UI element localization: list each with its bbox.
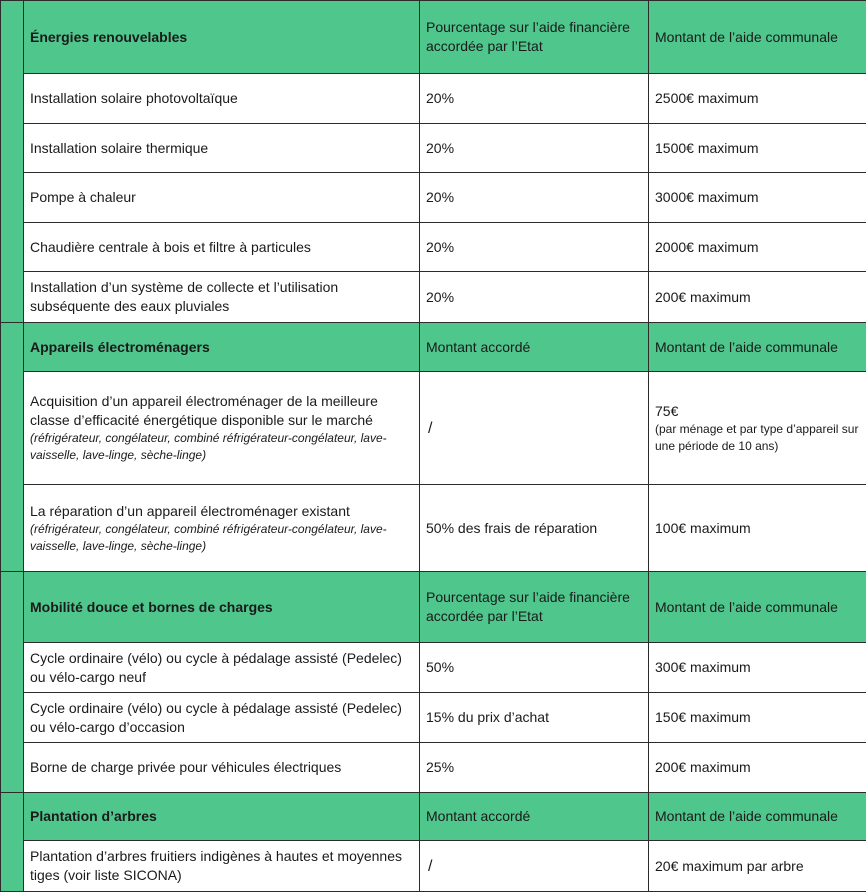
row-amount: 300€ maximum [649,643,866,693]
section-header-appliances [1,323,866,372]
table-row [1,693,866,743]
row-examples: (réfrigérateur, congélateur, combiné réfrigérateur-congélateur, lave-vaisselle, lave-linge, sèche-linge) [30,430,413,464]
table-row [1,124,866,173]
section-header-mobility [1,572,866,643]
table-row [1,272,866,323]
row-label: Cycle ordinaire (vélo) ou cycle à pédalage assisté (Pedelec) ou vélo-cargo neuf [24,643,420,693]
section-title: Plantation d’arbres [24,793,420,841]
row-label: Installation solaire photovoltaïque [24,74,420,124]
column-header-3: Montant de l’aide communale [649,323,866,372]
column-header-3: Montant de l’aide communale [649,1,866,74]
section-title: Mobilité douce et bornes de charges [24,572,420,643]
row-value: 15% du prix d’achat [420,693,649,743]
table-row [1,841,866,892]
row-amount: 75€ [655,402,860,421]
row-value: 20% [420,173,649,223]
row-amount: 2500€ maximum [649,74,866,124]
row-amount: 200€ maximum [649,743,866,793]
row-value: 20% [420,124,649,173]
left-strip [1,572,24,793]
row-value: / [426,420,432,437]
row-label: Pompe à chaleur [24,173,420,223]
row-value: 20% [420,74,649,124]
column-header-3: Montant de l’aide communale [649,793,866,841]
left-strip [1,323,24,572]
row-label: Cycle ordinaire (vélo) ou cycle à pédalage assisté (Pedelec) ou vélo-cargo d’occasion [24,693,420,743]
table-row [1,372,866,485]
row-amount: 2000€ maximum [649,223,866,272]
table-row [1,643,866,693]
table-row [1,173,866,223]
row-label-cell [24,372,420,485]
section-title: Appareils électroménagers [24,323,420,372]
row-label: Installation d’un système de collecte et l’utilisation subséquente des eaux pluviales [24,272,420,323]
row-value: 50% des frais de réparation [420,485,649,572]
row-examples: (réfrigérateur, congélateur, combiné réfrigérateur-congélateur, lave-vaisselle, lave-linge, sèche-linge) [30,521,413,555]
row-label: Installation solaire thermique [24,124,420,173]
row-label: Borne de charge privée pour véhicules électriques [24,743,420,793]
row-amount: 150€ maximum [649,693,866,743]
row-label: Acquisition d’un appareil électroménager de la meilleure classe d’efficacité énergétique disponible sur le marché [30,392,413,430]
column-header-2: Montant accordé [420,793,649,841]
table-row [1,485,866,572]
row-amount: 3000€ maximum [649,173,866,223]
row-amount-cell [649,372,866,485]
row-value: / [426,858,432,875]
column-header-2: Montant accordé [420,323,649,372]
row-label: La réparation d’un appareil électroménager existant [30,502,413,521]
section-title: Énergies renouvelables [24,1,420,74]
row-value-cell [420,841,649,892]
table-row [1,223,866,272]
column-header-3: Montant de l’aide communale [649,572,866,643]
row-amount: 100€ maximum [649,485,866,572]
row-label: Plantation d’arbres fruitiers indigènes à hautes et moyennes tiges (voir liste SICONA) [24,841,420,892]
row-value-cell [420,372,649,485]
row-value: 50% [420,643,649,693]
column-header-2: Pourcentage sur l’aide financière accordée par l’Etat [420,572,649,643]
row-value: 20% [420,272,649,323]
row-value: 20% [420,223,649,272]
left-strip [1,793,24,892]
section-header-trees [1,793,866,841]
column-header-2: Pourcentage sur l’aide financière accordée par l’Etat [420,1,649,74]
table-row [1,74,866,124]
row-amount: 1500€ maximum [649,124,866,173]
section-header-energies [1,1,866,74]
row-label-cell [24,485,420,572]
table-row [1,743,866,793]
row-amount: 20€ maximum par arbre [649,841,866,892]
row-amount-note: (par ménage et par type d’appareil sur une période de 10 ans) [655,421,860,455]
left-strip [1,1,24,323]
row-amount: 200€ maximum [649,272,866,323]
row-label: Chaudière centrale à bois et filtre à particules [24,223,420,272]
row-value: 25% [420,743,649,793]
